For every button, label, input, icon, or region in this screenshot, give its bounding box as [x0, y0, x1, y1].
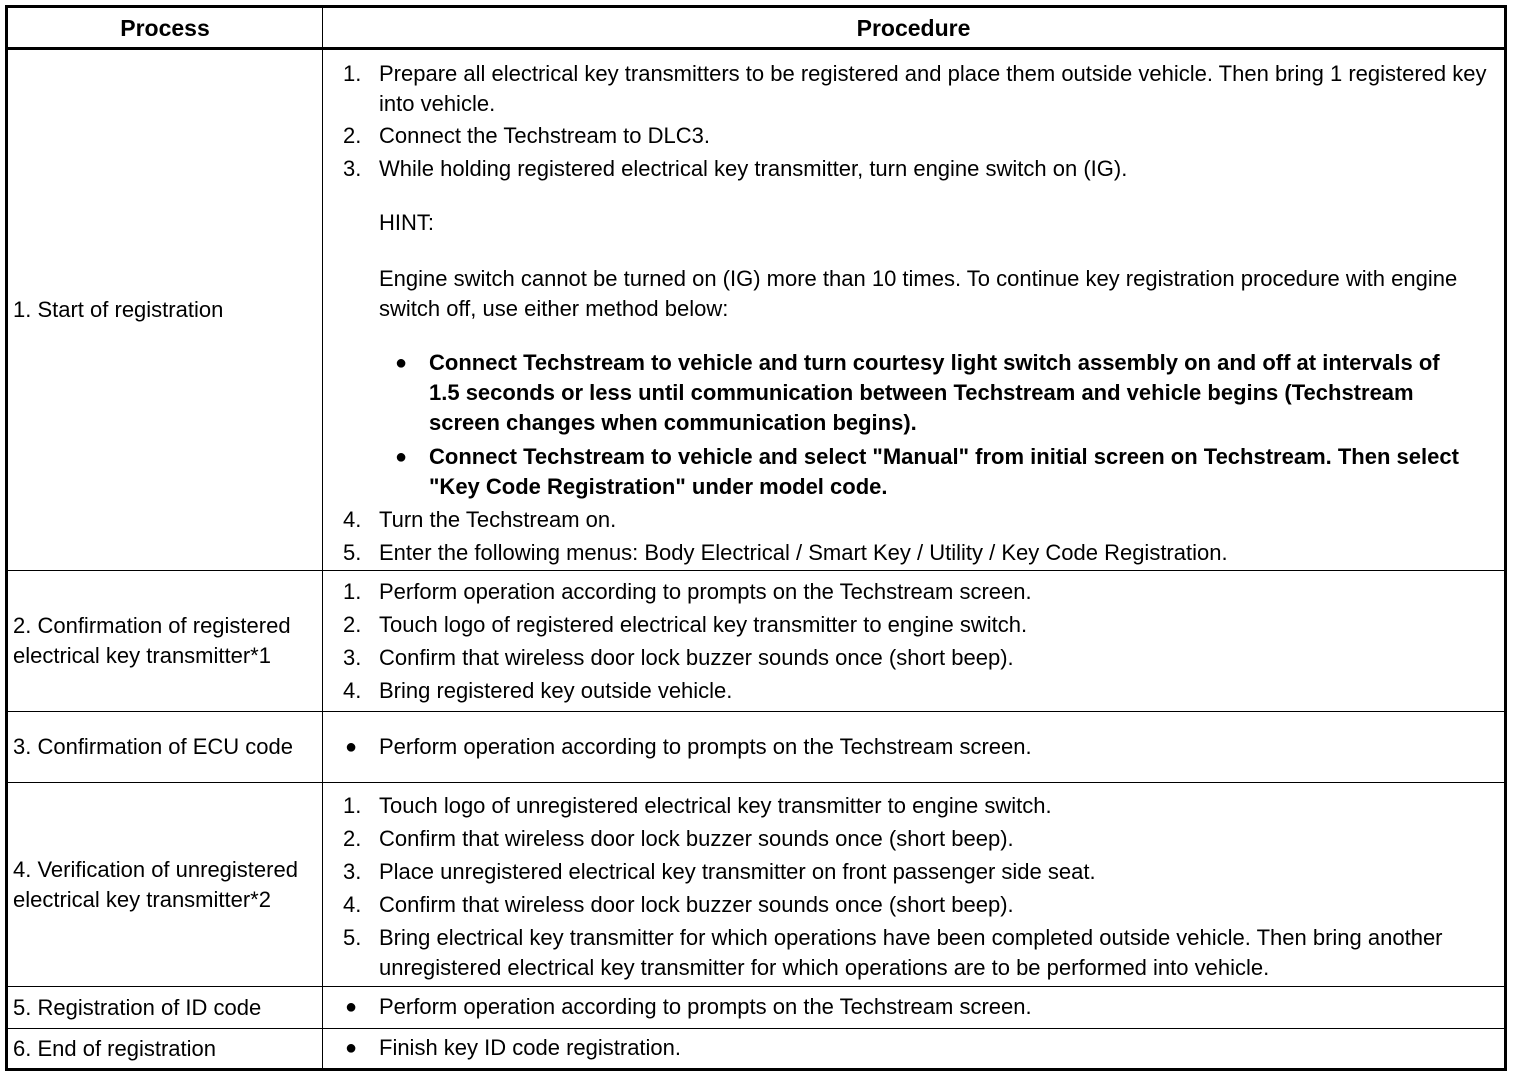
table-header-row	[8, 8, 1504, 50]
process-cell: 1. Start of registration	[13, 297, 224, 322]
bullet: ●	[395, 352, 408, 374]
step-number: 2.	[343, 612, 362, 637]
procedure-cell	[323, 50, 1504, 570]
step-text: Perform operation according to prompts on the Techstream screen.	[379, 734, 1032, 759]
step-number: 2.	[343, 826, 362, 851]
process-cell: 5. Registration of ID code	[13, 994, 262, 1020]
step-number: 4.	[343, 892, 362, 917]
table-row	[8, 987, 1504, 1029]
step-number: 1.	[343, 579, 362, 604]
table-row	[8, 1029, 1504, 1068]
step-number: 1.	[343, 61, 362, 86]
step-text: Perform operation according to prompts on the Techstream screen.	[379, 579, 1032, 604]
table-row	[8, 50, 1504, 571]
header-process: Process	[120, 15, 210, 41]
step-number: 4.	[343, 678, 362, 703]
step-number: 5.	[343, 540, 362, 565]
step-text: Enter the following menus: Body Electrical / Smart Key / Utility / Key Code Registration.	[379, 540, 1228, 565]
header-procedure: Procedure	[856, 15, 971, 41]
procedure-cell	[323, 571, 1504, 711]
method-text: Connect Techstream to vehicle and select "Manual" from initial screen on Techstream. Then select "Key Code Registration" under model code.	[429, 444, 1459, 499]
procedure-cell	[323, 783, 1504, 986]
process-cell: 3. Confirmation of ECU code	[13, 734, 294, 759]
step-text: Touch logo of unregistered electrical key transmitter to engine switch.	[379, 793, 1052, 818]
step-number: 2.	[343, 123, 362, 148]
table-row	[8, 783, 1504, 987]
step-text: Confirm that wireless door lock buzzer sounds once (short beep).	[379, 892, 1014, 917]
process-cell: 2. Confirmation of registered electrical key transmitter*1	[13, 613, 291, 668]
table-row	[8, 712, 1504, 783]
step-text: Bring electrical key transmitter for which operations have been completed outside vehicle. Then bring another unregistered electrical key transmitter for which operations are to be performed into vehicle.	[379, 925, 1443, 980]
method-text: Connect Techstream to vehicle and turn courtesy light switch assembly on and off at intervals of 1.5 seconds or less until communication between Techstream and vehicle begins (Techstream screen changes when communication begins).	[429, 350, 1440, 435]
hint-label: HINT:	[379, 210, 434, 235]
step-number: 1.	[343, 793, 362, 818]
step-text: Prepare all electrical key transmitters to be registered and place them outside vehicle. Then bring 1 registered key into vehicle.	[379, 61, 1487, 116]
step-number: 5.	[343, 925, 362, 950]
step-text: Finish key ID code registration.	[379, 1035, 682, 1060]
hint-text: Engine switch cannot be turned on (IG) more than 10 times. To continue key registration procedure with engine switch off, use either method below:	[379, 266, 1458, 321]
step-text: Confirm that wireless door lock buzzer sounds once (short beep).	[379, 645, 1014, 670]
step-text: Place unregistered electrical key transmitter on front passenger side seat.	[379, 859, 1096, 884]
step-number: 3.	[343, 645, 362, 670]
step-text: Perform operation according to prompts on the Techstream screen.	[379, 994, 1032, 1019]
step-text: Connect the Techstream to DLC3.	[379, 123, 710, 148]
bullet: ●	[395, 446, 408, 468]
step-number: 3.	[343, 859, 362, 884]
process-cell: 4. Verification of unregistered electrical key transmitter*2	[13, 856, 298, 912]
step-text: Turn the Techstream on.	[379, 507, 617, 532]
step-number: 4.	[343, 507, 362, 532]
procedure-cell	[323, 1029, 1504, 1068]
bullet: ●	[345, 1037, 358, 1059]
bullet: ●	[345, 736, 358, 758]
procedure-cell	[323, 987, 1504, 1028]
step-text: Bring registered key outside vehicle.	[379, 678, 733, 703]
bullet: ●	[345, 996, 358, 1018]
procedure-cell	[323, 712, 1504, 782]
step-text: Confirm that wireless door lock buzzer sounds once (short beep).	[379, 826, 1014, 851]
process-cell: 6. End of registration	[13, 1035, 217, 1061]
table-row	[8, 571, 1504, 712]
step-text: Touch logo of registered electrical key transmitter to engine switch.	[379, 612, 1028, 637]
step-text: While holding registered electrical key transmitter, turn engine switch on (IG).	[379, 156, 1128, 181]
step-number: 3.	[343, 156, 362, 181]
procedure-table	[5, 5, 1507, 1071]
